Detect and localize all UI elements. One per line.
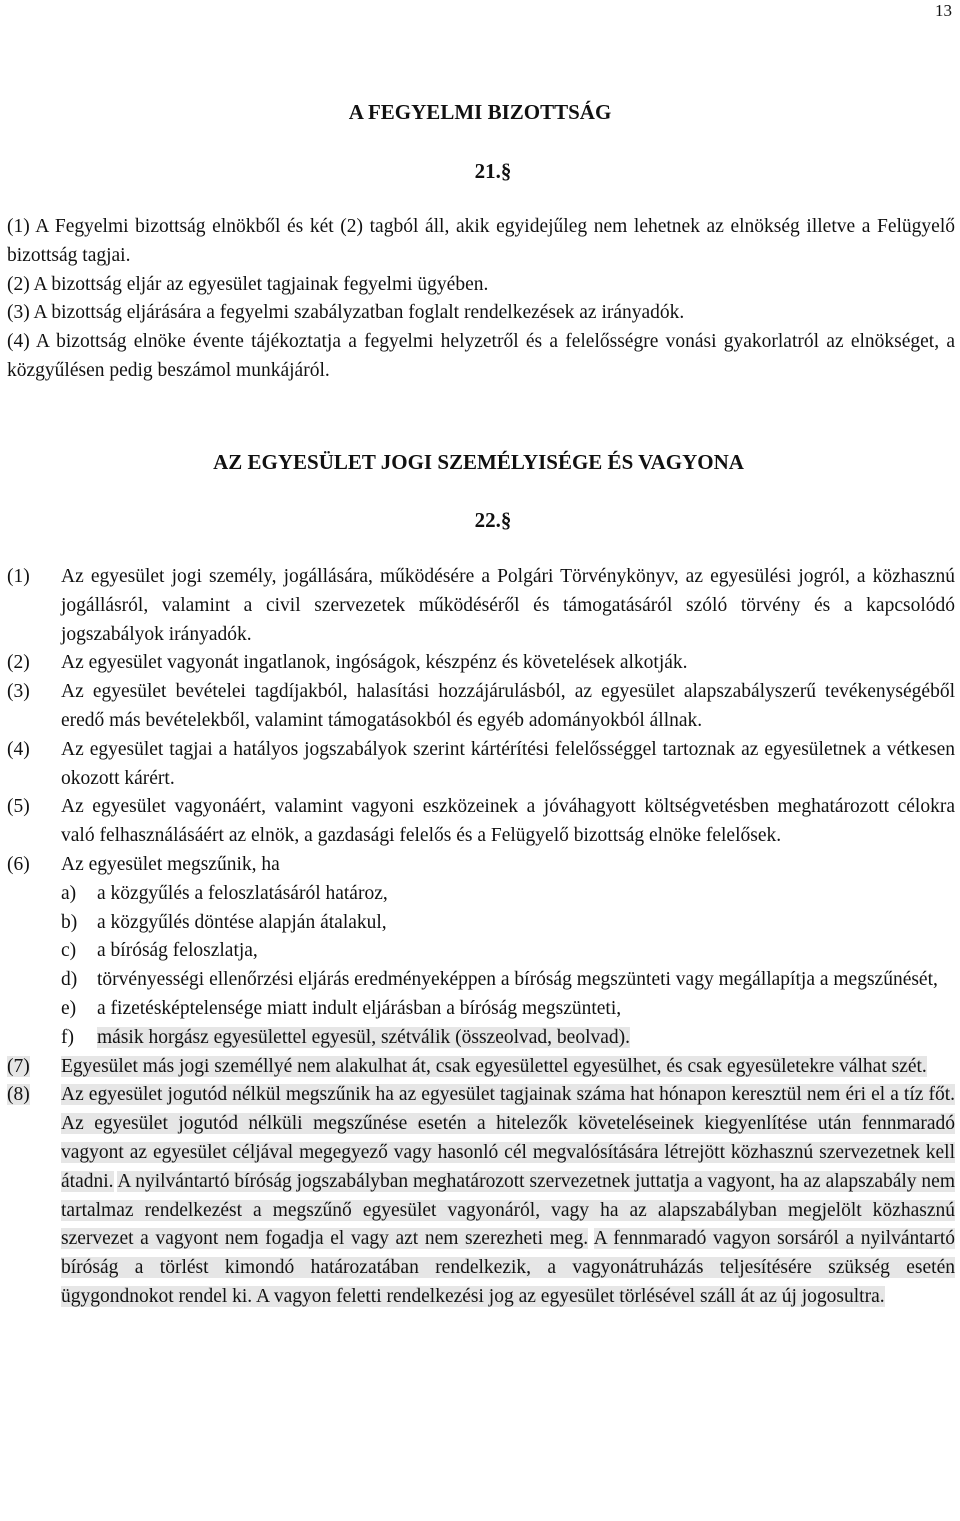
item-8-sentence-2: Az egyesület jogutód nélküli megszűnése esetén a hitelezők követeléseinek kiegyenlítése után fennmaradó vagyont az egyesület céljával megegyező vagy hasonló cél megvalósítására létrejött közhasznú szervezetnek kell átadni. — [61, 1113, 955, 1192]
item-text: Az egyesület tagjai a hatályos jogszabályok szerint kártérítési felelősséggel tartoznak az egyesületnek a vétkesen okozott kárért. — [61, 738, 955, 789]
item-number: (5) — [7, 796, 30, 818]
sub-item-text: törvényességi ellenőrzési eljárás eredményeképpen a bíróság megszünteti vagy megállapítja a megszűnését, — [97, 969, 938, 991]
item-22-1 — [7, 563, 955, 649]
section-22: 22.§ — [474, 508, 512, 532]
section-21-body — [7, 213, 955, 386]
item-text: Az egyesület megszűnik, ha — [61, 853, 280, 875]
item-8-sentence-3: A nyilvántartó bíróság jogszabályban meghatározott szervezetnek juttatja a vagyont, ha az alapszabály nem tartalmaz rendelkezést a megszűnő egyesület vagyonáról, vagy ha az alapszabályban megjelölt közhasznú szervezet a vagyont nem fogadja el vagy azt nem szerezheti meg. — [61, 1170, 955, 1250]
item-text: Az egyesület vagyonát ingatlanok, ingóságok, készpénz és követelések alkotják. — [61, 652, 688, 674]
item-number: (1) — [7, 566, 30, 587]
item-text: Az egyesület bevételei tagdíjakból, halasítási hozzájárulásból, az egyesület alapszabályszerű tevékenységéből eredő más bevételekből, valamint támogatásokból és egyéb adományokból állnak. — [61, 681, 955, 731]
item-22-3 — [7, 678, 955, 736]
item-number: (2) — [7, 652, 30, 674]
sub-item-letter: a) — [61, 882, 77, 904]
sub-item-letter: f) — [61, 1026, 74, 1048]
sub-item-text: másik horgász egyesülettel egyesül, szétválik (összeolvad, beolvad). — [97, 1026, 631, 1048]
item-number: (7) — [7, 1055, 30, 1077]
item-number: (4) — [7, 738, 30, 760]
sub-item-c — [61, 937, 955, 966]
sub-item-a — [61, 880, 955, 909]
item-text: Az egyesület jogi személy, jogállására, működésére a Polgári Törvénykönyv, az egyesülési jogról, a közhasznú jogállásról, valamint a civil szervezetek működéséről és támogatásáról szóló törvény és a kapcsolódó jogszabályok irányadók. — [61, 566, 955, 645]
item-8-sentence-4: A fennmaradó vagyon sorsáról a nyilvántartó bíróság a törlést kimondó határozatában rendelkezik, a vagyonátruházás teljesítésére szükség esetén ügygondnokot rendel ki. A vagyon feletti rendelkezési jog az egyesület törlésével száll át az új jogosultra. — [61, 1228, 955, 1307]
sub-item-text: a közgyűlés a feloszlatásáról határoz, — [97, 882, 388, 904]
item-22-6 — [7, 851, 955, 1053]
paragraph-21-4: (4) A bizottság elnöke évente tájékoztatja a fegyelmi helyzetről és a felelősségre vonási gyakorlatról az elnökséget, a közgyűlésen pedig beszámol munkájáról. — [7, 331, 955, 381]
item-text: Egyesület más jogi személlyé nem alakulhat át, csak egyesülettel egyesülhet, és csak egyesületekre válhat szét. — [61, 1055, 927, 1077]
item-22-7 — [7, 1053, 955, 1082]
sub-item-b — [61, 909, 955, 938]
item-22-2 — [7, 649, 955, 678]
paragraph-21-1: (1) A Fegyelmi bizottság elnökből és két (2) tagból áll, akik egyidejűleg nem lehetnek az elnökség illetve a Felügyelő bizottság tagjai. — [7, 216, 955, 266]
item-text: Az egyesület vagyonáért, valamint vagyoni eszközeinek a jóváhagyott költségvetésben meghatározott célokra való felhasználásáért az elnök, a gazdasági felelős és a Felügyelő bizottság elnöke felelősek. — [61, 796, 955, 847]
sub-item-letter: b) — [61, 911, 78, 933]
sub-item-e — [61, 995, 955, 1024]
item-22-8 — [7, 1081, 955, 1311]
chapter-title-discipline: A FEGYELMI BIZOTTSÁG — [348, 100, 612, 124]
sub-item-text: a fizetésképtelensége miatt indult eljárásban a bíróság megszünteti, — [97, 997, 622, 1019]
sub-item-letter: e) — [61, 997, 77, 1019]
sub-item-f — [61, 1024, 955, 1053]
item-8-sentence-1: Az egyesület jogutód nélkül megszűnik ha az egyesület tagjainak száma hat hónapon keresztül nem éri el a tíz főt. — [61, 1084, 955, 1106]
sub-item-text: a bíróság feloszlatja, — [97, 940, 258, 962]
page-number: 13 — [935, 1, 952, 20]
item-number: (3) — [7, 681, 30, 703]
sub-item-letter: d) — [61, 969, 78, 991]
section-21: 21.§ — [474, 159, 512, 183]
sub-item-letter: c) — [61, 940, 77, 962]
item-22-5 — [7, 793, 955, 851]
item-number: (8) — [7, 1084, 30, 1106]
paragraph-21-2: (2) A bizottság eljár az egyesület tagjainak fegyelmi ügyében. — [7, 273, 489, 295]
chapter-title-legal-personality: AZ EGYESÜLET JOGI SZEMÉLYISÉGE ÉS VAGYONA — [213, 450, 744, 474]
item-number: (6) — [7, 853, 30, 875]
paragraph-21-3: (3) A bizottság eljárására a fegyelmi szabályzatban foglalt rendelkezések az irányadók. — [7, 302, 685, 324]
section-22-body — [7, 563, 955, 1312]
sub-item-text: a közgyűlés döntése alapján átalakul, — [97, 911, 387, 933]
sub-item-d — [61, 966, 955, 995]
item-body — [61, 851, 955, 1053]
item-22-4 — [7, 736, 955, 794]
